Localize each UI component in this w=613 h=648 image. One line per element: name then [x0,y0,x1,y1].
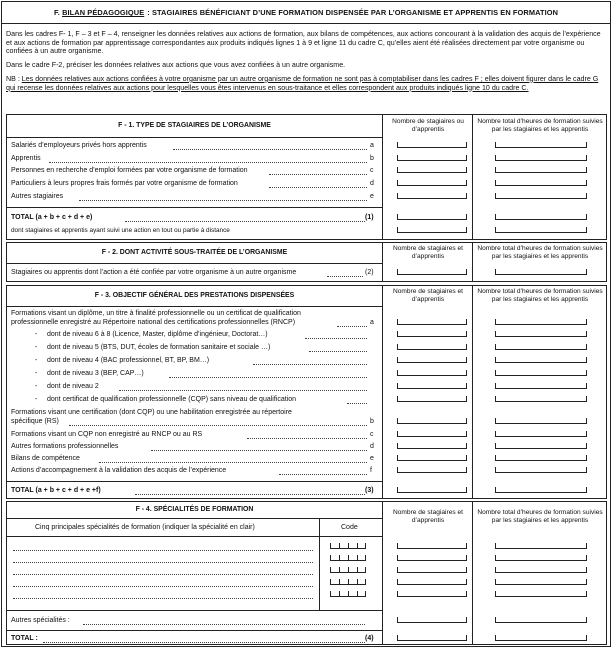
f4-input-autres-heures[interactable] [495,617,587,623]
f3-col-heures: Nombre total d’heures de formation suivies par les stagiaires et les apprentis [477,288,603,303]
f3-row-f-letter: f [370,467,372,474]
f1-input-c-heures[interactable] [495,167,587,173]
nb-label: NB : [6,74,22,83]
f3-input-sub2-heures[interactable] [495,344,587,350]
f3-row-a-line2: professionnelle enregistré au Répertoire national des certifications professionnelles (RNCP) [11,319,296,326]
f3-input-f-heures[interactable] [495,467,587,473]
f1-input-b-heures[interactable] [495,155,587,161]
f1-input-total-stagiaires[interactable] [397,214,467,220]
f3-row-c: Formations visant un CQP non enregistré au RNCP ou au RS [11,431,203,438]
f3-sub-bullet-5: - [35,383,38,390]
f1-total-ref: (1) [365,214,374,221]
f4-header: F - 4. SPÉCIALITÉS DE FORMATION [135,505,254,513]
bilan-pedagogique-form [1,1,611,647]
f1-row-label-d: Particuliers à leurs propres frais formés par votre organisme de formation [11,180,238,187]
f3-input-sub3-heures[interactable] [495,357,587,363]
f4-input-3-heures[interactable] [495,567,587,573]
f3-row-b-line1: Formations visant une certification (dont CQP) ou une habilitation enregistrée au répertoire [11,409,292,416]
f3-sub-bullet-6: - [35,396,38,403]
intro-paragraph-2: Dans le cadre F-2, préciser les données relatives aux actions que vous avez confiées à un autre organisme. [6,61,346,70]
f3-input-b-heures[interactable] [495,418,587,424]
f1-input-total-heures[interactable] [495,214,587,220]
f3-input-c-stagiaires[interactable] [397,431,467,437]
f4-input-5-heures[interactable] [495,591,587,597]
f1-row-letter-a: a [370,142,374,149]
f3-input-b-stagiaires[interactable] [397,418,467,424]
f1-block [6,114,607,240]
f3-input-a-heures[interactable] [495,319,587,325]
f1-row-label-c: Personnes en recherche d’emploi formées par votre organisme de formation [11,167,248,174]
f4-col-stagiaires: Nombre de stagiaires et d’apprentis [392,509,463,524]
f3-sub-bullet-3: - [35,357,38,364]
f3-input-e-heures[interactable] [495,455,587,461]
f3-sub-3: dont de niveau 4 (BAC professionnel, BT, BP, BM…) [47,357,210,364]
f3-input-e-stagiaires[interactable] [397,455,467,461]
f3-input-sub2-stagiaires[interactable] [397,344,467,350]
f4-code-input-1[interactable] [330,543,366,549]
f4-input-3-stagiaires[interactable] [397,567,467,573]
f3-row-d: Autres formations professionnelles [11,443,119,450]
f3-sub-bullet-1: - [35,331,38,338]
title-underlined: BILAN PÉDAGOGIQUE [62,8,145,17]
f3-input-sub5-heures[interactable] [495,383,587,389]
f3-row-d-letter: d [370,443,374,450]
f3-input-sub1-stagiaires[interactable] [397,331,467,337]
f3-input-d-heures[interactable] [495,443,587,449]
f3-row-a-line1: Formations visant un diplôme, un titre à finalité professionnelle ou un certificat de qualification [11,310,301,317]
f4-code-input-4[interactable] [330,579,366,585]
f3-col-stagiaires: Nombre de stagiaires et d’apprentis [392,288,463,303]
f4-code-input-3[interactable] [330,567,366,573]
f1-distance-label: dont stagiaires et apprentis ayant suivi une action en tout ou partie à distance [11,227,230,234]
f4-input-4-heures[interactable] [495,579,587,585]
f3-row-e-letter: e [370,455,374,462]
f3-row-c-letter: c [370,431,374,438]
f1-col-stagiaires: Nombre de stagiaires ou d’apprentis [392,118,464,133]
f3-row-b-line2: spécifique (RS) [11,418,59,425]
intro-paragraph-1: Dans les cadres F- 1, F – 3 et F – 4, renseigner les données relatives aux actions de formation, aux bilans de compétences, aux actions concourant à la validation des acquis de l’expérience et aux actions de formation par apprentissage correspondantes aux produits indiqués lignes 1 à 9 et ligne 11 du cadre C, qu’elles aient été réalisées directement par votre organisme ou confiées à un autre organisme. [6,30,601,56]
f1-row-letter-e: e [370,193,374,200]
f2-input-stagiaires[interactable] [397,269,467,275]
f4-block [6,501,607,645]
f3-row-f: Actions d’accompagnement à la validation des acquis de l’expérience [11,467,227,474]
f3-sub-6: dont certificat de qualification professionnelle (CQP) sans niveau de qualification [47,396,297,403]
f3-input-total-stagiaires[interactable] [397,487,467,493]
f4-input-autres-stagiaires[interactable] [397,617,467,623]
f1-row-label-a: Salariés d’employeurs privés hors apprentis [11,142,147,149]
f3-header: F - 3. OBJECTIF GÉNÉRAL DES PRESTATIONS DISPENSÉES [94,291,295,299]
f2-row-ref: (2) [365,269,374,276]
title-prefix: F. [53,8,60,17]
f3-total-ref: (3) [365,487,374,494]
nb-text: Les données relatives aux actions confiées à votre organisme par un autre organisme de formation ne sont pas à comptabiliser dans les cadres F ; elles doivent figurer dans le cadre G qui recense les données relatives aux actions pour lesquelles vous êtes intervenus en sous-traitance et elles correspondent aux produits indiqués ligne 10 du cadre C. [6,74,599,92]
f4-input-5-stagiaires[interactable] [397,591,467,597]
f3-input-total-heures[interactable] [495,487,587,493]
f4-input-total-stagiaires[interactable] [397,635,467,641]
f4-input-2-stagiaires[interactable] [397,555,467,561]
f1-row-letter-b: b [370,155,374,162]
f1-header: F - 1. TYPE DE STAGIAIRES DE L’ORGANISME [118,121,271,129]
f1-row-letter-c: c [370,167,374,174]
f3-input-sub6-heures[interactable] [495,396,587,402]
f3-input-sub5-stagiaires[interactable] [397,383,467,389]
f3-row-e: Bilans de compétence [11,455,80,462]
f3-input-a-stagiaires[interactable] [397,319,467,325]
f3-input-c-heures[interactable] [495,431,587,437]
f3-row-b-letter: b [370,418,374,425]
f1-input-b-stagiaires[interactable] [397,155,467,161]
f1-row-label-b: Apprentis [11,155,41,162]
title-rest: : STAGIAIRES BÉNÉFICIANT D’UNE FORMATION DISPENSÉE PAR L’ORGANISME ET APPRENTIS EN FORMATION [147,8,559,17]
f3-sub-2: dont de niveau 5 (BTS, DUT, écoles de formation sanitaire et sociale …) [47,344,271,351]
section-title [2,2,610,24]
f3-input-sub4-heures[interactable] [495,370,587,376]
f2-row-label: Stagiaires ou apprentis dont l’action a été confiée par votre organisme à un autre organisme [11,269,297,276]
f3-block [6,285,607,499]
f3-input-f-stagiaires[interactable] [397,467,467,473]
f1-row-letter-d: d [370,180,374,187]
f3-sub-4: dont de niveau 3 (BEP, CAP…) [47,370,144,377]
f3-sub-5: dont de niveau 2 [47,383,99,390]
f1-input-a-stagiaires[interactable] [397,142,467,148]
f2-input-heures[interactable] [495,269,587,275]
f1-input-distance-stagiaires[interactable] [397,227,467,233]
f3-input-sub6-stagiaires[interactable] [397,396,467,402]
f1-input-c-stagiaires[interactable] [397,167,467,173]
f4-total-label: TOTAL : [11,635,38,642]
f4-input-total-heures[interactable] [495,635,587,641]
f1-input-a-heures[interactable] [495,142,587,148]
f2-col-heures: Nombre total d’heures de formation suivies par les stagiaires et les apprentis [477,245,603,260]
f1-input-distance-heures[interactable] [495,227,587,233]
f1-col-heures: Nombre total d’heures de formation suivies par les stagiaires et les apprentis [477,118,603,133]
f3-input-sub3-stagiaires[interactable] [397,357,467,363]
f3-row-a-letter: a [370,319,374,326]
f1-total-label: TOTAL (a + b + c + d + e) [11,214,93,221]
f3-sub-bullet-4: - [35,370,38,377]
intro-text [6,30,606,97]
f3-input-sub1-heures[interactable] [495,331,587,337]
f3-total-label: TOTAL (a + b + c + d + e +f) [11,487,101,494]
f1-input-e-stagiaires[interactable] [397,193,467,199]
f4-code-label: Code [341,524,358,531]
f4-sub-header: Cinq principales spécialités de formation (indiquer la spécialité en clair) [35,524,255,531]
f3-input-sub4-stagiaires[interactable] [397,370,467,376]
f4-input-2-heures[interactable] [495,555,587,561]
f1-row-label-e: Autres stagiaires [11,193,64,200]
f4-autres-label: Autres spécialités : [11,617,70,624]
f4-code-input-5[interactable] [330,591,366,597]
f4-code-input-2[interactable] [330,555,366,561]
f4-input-4-stagiaires[interactable] [397,579,467,585]
f2-header: F - 2. DONT ACTIVITÉ SOUS-TRAITÉE DE L’ORGANISME [101,248,288,256]
f3-sub-bullet-2: - [35,344,38,351]
f4-col-heures: Nombre total d’heures de formation suivies par les stagiaires et les apprentis [477,509,603,524]
intro-nb [6,75,606,92]
f4-input-1-heures[interactable] [495,543,587,549]
f1-input-d-stagiaires[interactable] [397,180,467,186]
f1-input-d-heures[interactable] [495,180,587,186]
f3-sub-1: dont de niveau 6 à 8 (Licence, Master, diplôme d’ingénieur, Doctorat…) [47,331,268,338]
f4-total-ref: (4) [365,635,374,642]
f1-input-e-heures[interactable] [495,193,587,199]
f2-block [6,242,607,282]
f3-input-d-stagiaires[interactable] [397,443,467,449]
f4-input-1-stagiaires[interactable] [397,543,467,549]
f2-col-stagiaires: Nombre de stagiaires et d’apprentis [392,245,463,260]
